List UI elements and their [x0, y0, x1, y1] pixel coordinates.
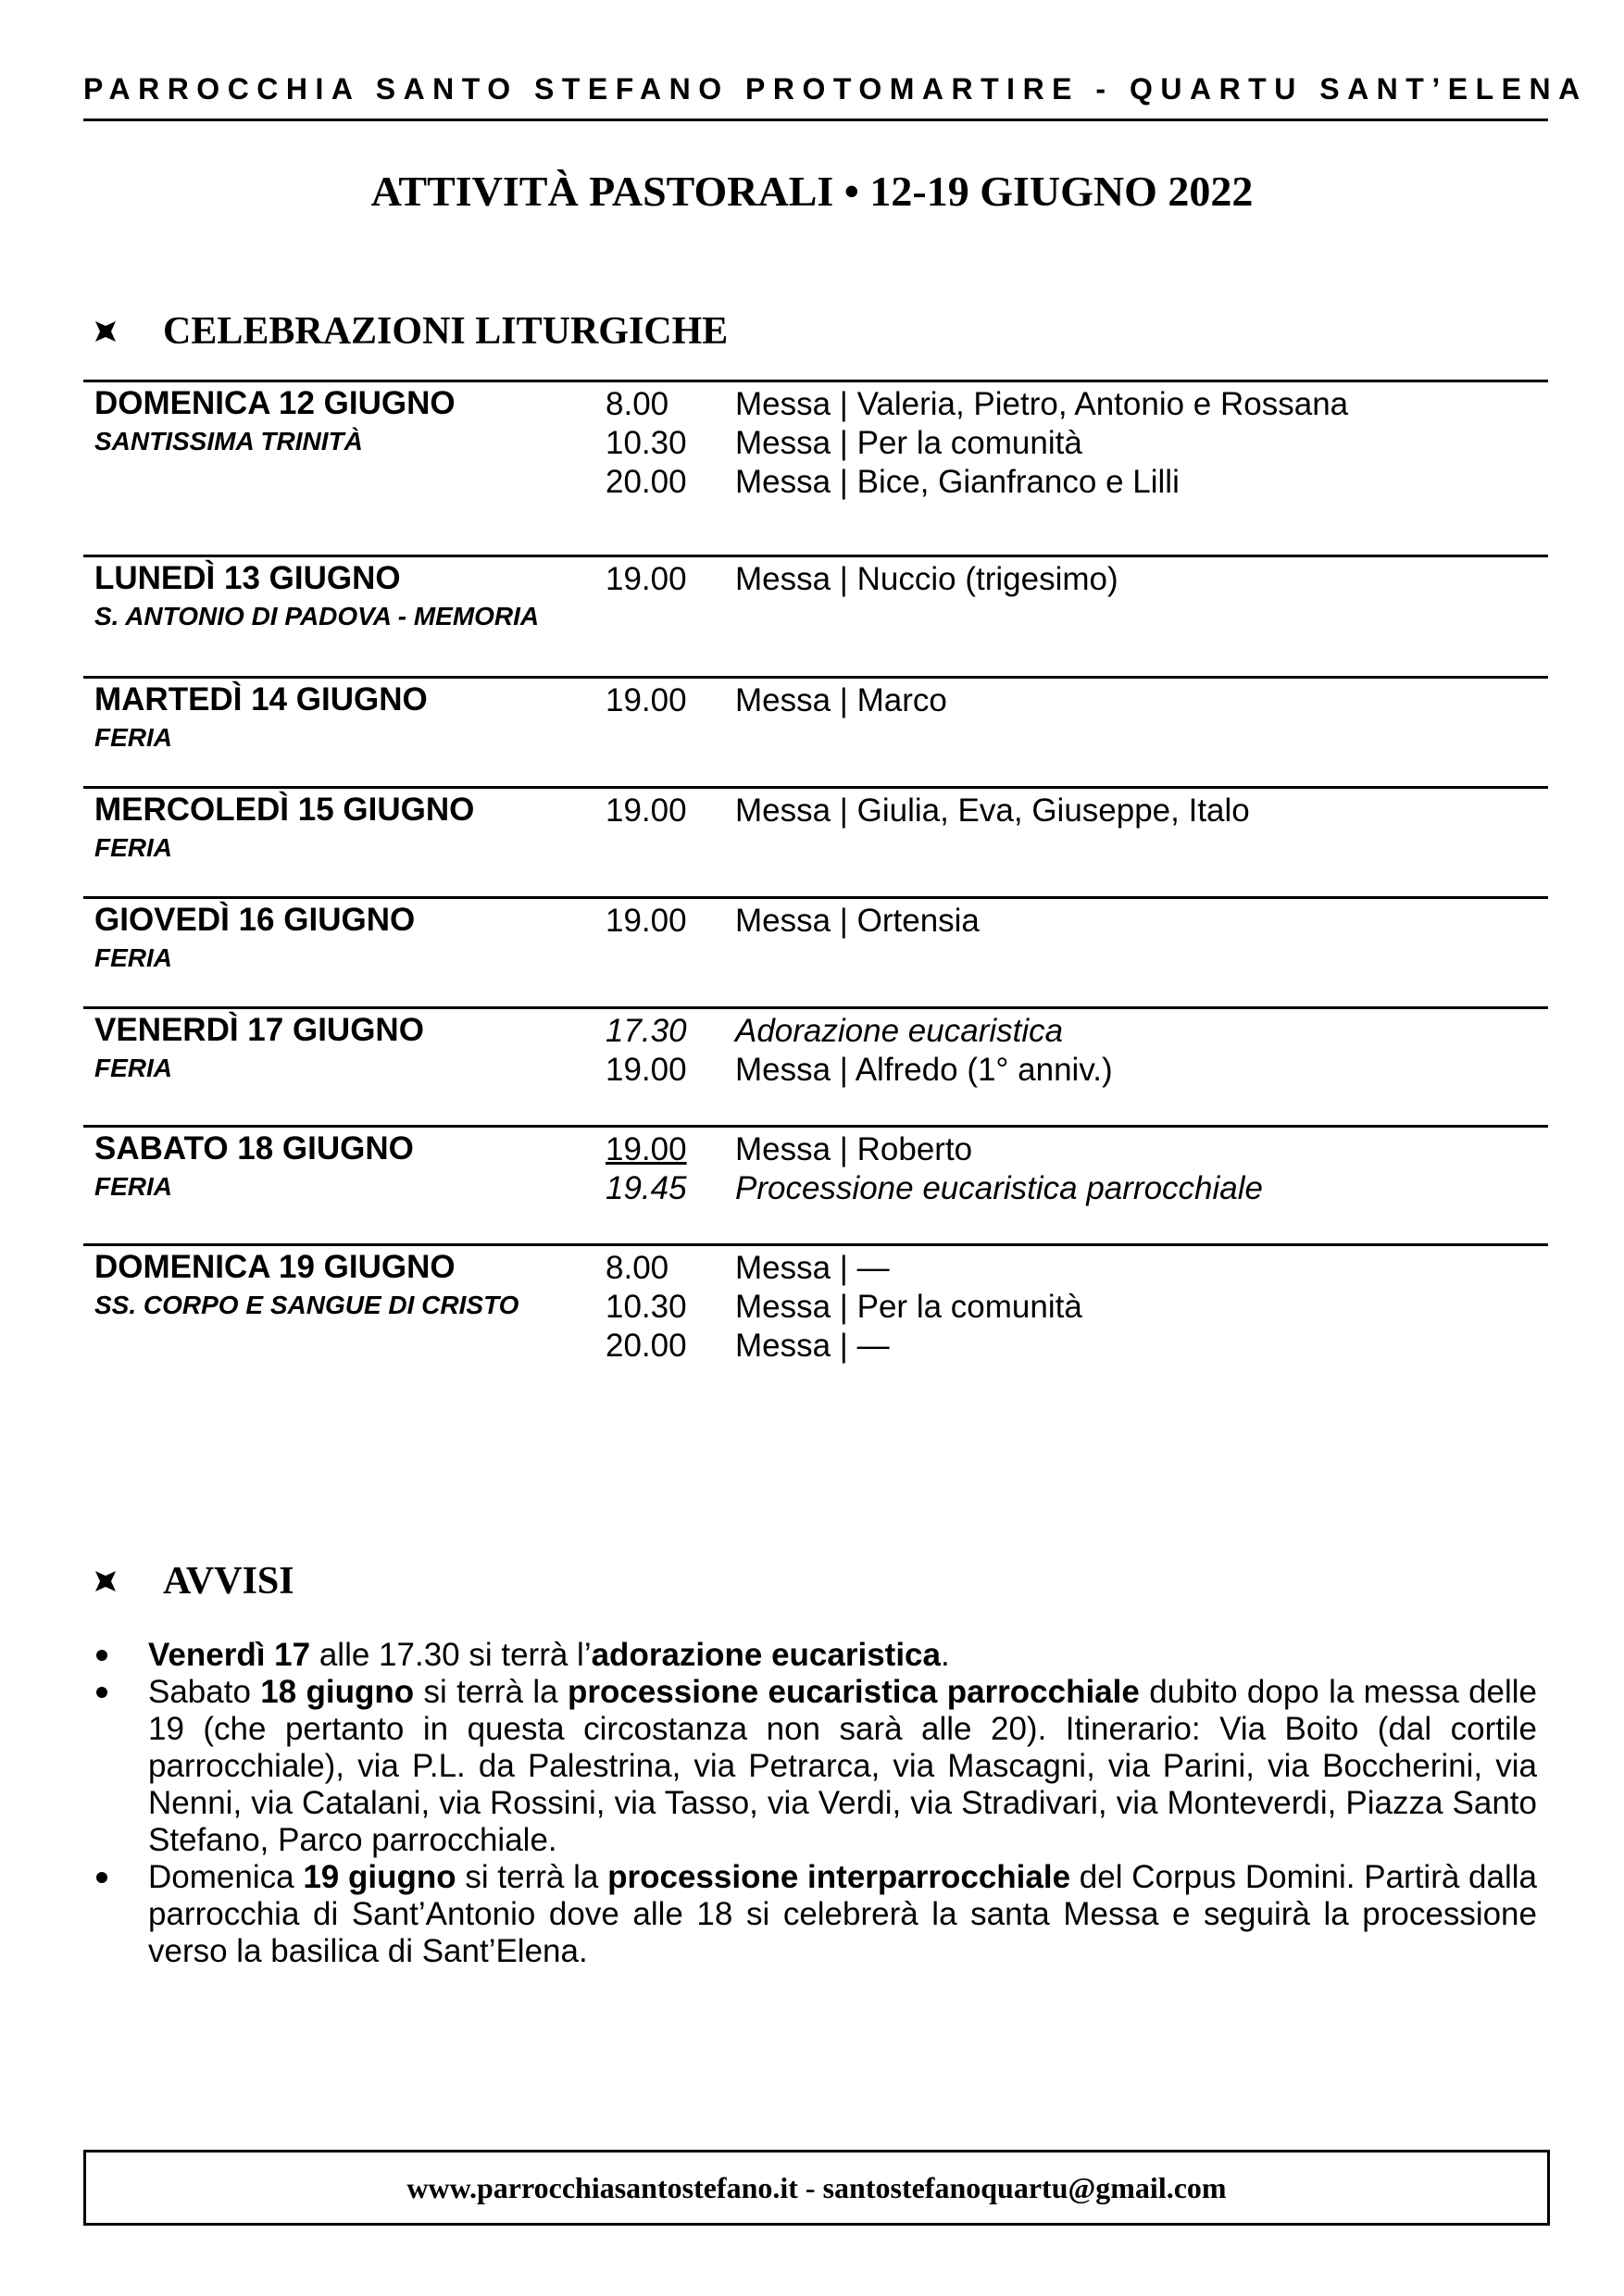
event-item [606, 385, 1348, 424]
day-name: SABATO 18 GIUGNO [94, 1130, 414, 1167]
event-item [606, 1051, 1113, 1090]
notice-text: dubito dopo la messa delle 19 (che pertanto in questa circostanza non sarà alle 20). Itinerario: Via Boito (dal cortile parrocchiale), via P.L. da Palestrina, via Petrarca, via Mascagni, via Parini, via Boccherini, via Nenni, via Catalani, via Rossini, via Tasso, via Verdi, via Stradivari, via Monteverdi, Piazza Santo Stefano, Parco parrocchiale. [148, 1674, 1538, 1858]
event-description: Messa | Alfredo (1° anniv.) [735, 1052, 1113, 1088]
event-description: Adorazione eucaristica [735, 1013, 1064, 1049]
event-time: 19.45 [606, 1170, 687, 1206]
event-time: 19.00 [606, 561, 687, 597]
event-time: 10.30 [606, 425, 687, 461]
events-list [606, 560, 1118, 599]
event-description: Messa | Per la comunità [735, 425, 1082, 461]
event-description: Messa | Per la comunità [735, 1289, 1082, 1325]
notice-text: Sabato [148, 1674, 261, 1710]
event-description: Messa | Giulia, Eva, Giuseppe, Italo [735, 792, 1250, 829]
event-description: Messa | Ortensia [735, 903, 980, 939]
day-name: MERCOLEDÌ 15 GIUGNO [94, 792, 475, 828]
events-list [606, 1130, 1263, 1208]
notice-text: del Corpus Domini. Partirà dalla parrocchia di Sant’Antonio dove alle 18 si celebrerà la santa Messa e seguirà la processione verso la basilica di Sant’Elena. [148, 1859, 1538, 1969]
events-list [606, 1249, 1082, 1366]
event-time: 19.00 [606, 1052, 687, 1088]
notice-highlight: processione eucaristica parrocchiale [567, 1674, 1140, 1710]
avvisi-heading-label: AVVISI [163, 1560, 294, 1603]
event-description: Messa | — [735, 1250, 890, 1286]
event-description: Messa | Marco [735, 682, 947, 718]
event-time: 19.00 [606, 903, 687, 939]
avvisi-heading [93, 1554, 294, 1609]
cross-icon [93, 1568, 119, 1594]
liturgical-day-subtitle: SS. CORPO E SANGUE DI CRISTO [94, 1291, 519, 1319]
event-item [606, 1249, 1082, 1288]
header-divider [83, 119, 1548, 121]
event-time: 8.00 [606, 386, 669, 422]
event-description: Messa | Nuccio (trigesimo) [735, 561, 1118, 597]
event-description: Messa | Valeria, Pietro, Antonio e Rossana [735, 386, 1349, 422]
event-item [606, 424, 1348, 463]
notice-text: alle 17.30 si terrà l’ [310, 1637, 592, 1673]
event-time: 19.00 [606, 792, 687, 829]
events-list [606, 385, 1348, 502]
schedule-day-row [83, 1243, 1548, 1431]
liturgical-schedule [83, 380, 1548, 1431]
event-item [606, 1288, 1082, 1327]
footer-contact: www.parrocchiasantostefano.it - santostefanoquartu@gmail.com [406, 2170, 1227, 2204]
notice-highlight: Venerdì 17 [148, 1637, 311, 1673]
event-item [606, 1169, 1263, 1208]
event-item [606, 792, 1250, 830]
event-time: 20.00 [606, 464, 687, 500]
page-title: ATTIVITÀ PASTORALI • 12-19 GIUGNO 2022 [370, 168, 1254, 215]
event-time: 19.00 [606, 682, 687, 718]
event-item [606, 1012, 1113, 1051]
event-time: 17.30 [606, 1013, 687, 1049]
notices-list [91, 1637, 1537, 1970]
notice-item [91, 1637, 1537, 1674]
notice-text: si terrà la [414, 1674, 568, 1710]
event-description: Processione eucaristica parrocchiale [735, 1170, 1263, 1206]
liturgical-day-subtitle: FERIA [94, 1054, 172, 1082]
notice-highlight: adorazione eucaristica [591, 1637, 941, 1673]
notice-text: Domenica [148, 1859, 304, 1895]
liturgical-day-subtitle: SANTISSIMA TRINITÀ [94, 427, 363, 455]
liturgical-day-subtitle: FERIA [94, 723, 172, 752]
liturgical-day-subtitle: FERIA [94, 1172, 172, 1201]
day-name: GIOVEDÌ 16 GIUGNO [94, 902, 416, 938]
event-time: 20.00 [606, 1328, 687, 1364]
schedule-day-row [83, 676, 1548, 786]
liturgical-day-subtitle: FERIA [94, 833, 172, 862]
footer-contact-box [83, 2150, 1550, 2226]
event-description: Messa | Roberto [735, 1131, 973, 1167]
schedule-day-row [83, 786, 1548, 896]
event-time: 10.30 [606, 1289, 687, 1325]
bullet-icon [96, 1872, 107, 1883]
notice-highlight: 19 giugno [303, 1859, 456, 1895]
events-list [606, 681, 947, 720]
schedule-day-row [83, 555, 1548, 676]
day-name: MARTEDÌ 14 GIUGNO [94, 681, 428, 718]
bullet-icon [96, 1687, 107, 1698]
parish-header: PARROCCHIA SANTO STEFANO PROTOMARTIRE - QUARTU SANT’ELENA [83, 72, 1588, 106]
event-item [606, 1130, 1263, 1169]
schedule-day-row [83, 896, 1548, 1006]
events-list [606, 792, 1250, 830]
notice-text: si terrà la [456, 1859, 608, 1895]
schedule-day-row [83, 1125, 1548, 1243]
notice-highlight: processione interparrocchiale [607, 1859, 1071, 1895]
notice-item [91, 1674, 1537, 1859]
events-list [606, 902, 980, 941]
day-name: DOMENICA 19 GIUGNO [94, 1249, 456, 1285]
liturgical-day-subtitle: S. ANTONIO DI PADOVA - MEMORIA [94, 602, 540, 630]
schedule-day-row [83, 380, 1548, 555]
notice-item [91, 1859, 1537, 1970]
day-name: LUNEDÌ 13 GIUGNO [94, 560, 401, 596]
event-description: Messa | Bice, Gianfranco e Lilli [735, 464, 1180, 500]
event-item [606, 1327, 1082, 1366]
event-time: 19.00 [606, 1131, 687, 1167]
event-item [606, 902, 980, 941]
celebrations-heading [93, 304, 728, 359]
event-item [606, 560, 1118, 599]
notice-highlight: 18 giugno [260, 1674, 415, 1710]
liturgical-day-subtitle: FERIA [94, 943, 172, 972]
event-time: 8.00 [606, 1250, 669, 1286]
celebrations-heading-label: CELEBRAZIONI LITURGICHE [163, 310, 729, 353]
cross-icon [93, 318, 119, 344]
bullet-icon [96, 1650, 107, 1661]
event-item [606, 681, 947, 720]
day-name: VENERDÌ 17 GIUGNO [94, 1012, 424, 1048]
event-description: Messa | — [735, 1328, 890, 1364]
notice-text: . [940, 1637, 950, 1673]
schedule-day-row [83, 1006, 1548, 1125]
events-list [606, 1012, 1113, 1090]
event-item [606, 463, 1348, 502]
day-name: DOMENICA 12 GIUGNO [94, 385, 456, 421]
